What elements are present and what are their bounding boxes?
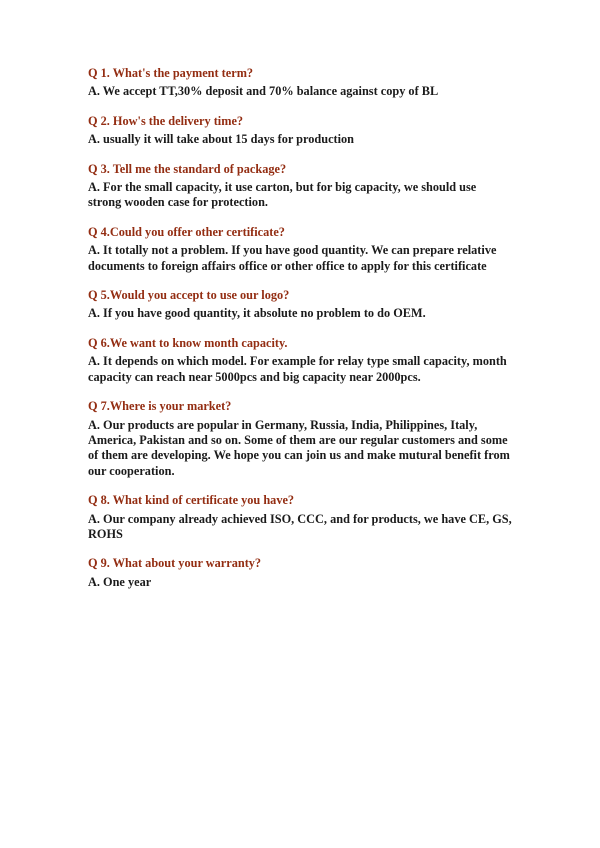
faq-answer-line: America, Pakistan and so on. Some of them are our regular customers and some xyxy=(88,432,508,447)
faq-question: Q 5.Would you accept to use our logo? xyxy=(88,288,290,303)
faq-question: Q 3. Tell me the standard of package? xyxy=(88,161,287,176)
faq-answer-line: A. It depends on which model. For example for relay type small capacity, month xyxy=(88,354,507,369)
faq-item xyxy=(88,162,518,211)
faq-item xyxy=(88,493,518,542)
faq-item xyxy=(88,66,518,100)
faq-answer-line: ROHS xyxy=(88,526,123,541)
faq-question: Q 2. How's the delivery time? xyxy=(88,113,244,128)
faq-question: Q 4.Could you offer other certificate? xyxy=(88,224,285,239)
faq-answer-line: A. Our company already achieved ISO, CCC, and for products, we have CE, GS, xyxy=(88,511,512,526)
faq-question: Q 1. What's the payment term? xyxy=(88,66,254,80)
faq-item xyxy=(88,556,518,590)
faq-answer-line: A. usually it will take about 15 days for production xyxy=(88,132,355,147)
faq-item xyxy=(88,336,518,385)
faq-item xyxy=(88,225,518,274)
faq-answer-line: documents to foreign affairs office or other office to apply for this certificate xyxy=(88,258,487,273)
faq-question: Q 9. What about your warranty? xyxy=(88,556,262,571)
faq-item xyxy=(88,114,518,148)
faq-answer-line: strong wooden case for protection. xyxy=(88,195,268,210)
faq-item xyxy=(88,399,518,479)
faq-item xyxy=(88,288,518,322)
faq-answer-line: of them are developing. We hope you can join us and make mutural benefit from xyxy=(88,448,510,463)
faq-answer-line: A. We accept TT,30% deposit and 70% balance against copy of BL xyxy=(88,84,439,99)
faq-answer-line: A. It totally not a problem. If you have good quantity. We can prepare relative xyxy=(88,243,497,258)
faq-question: Q 7.Where is your market? xyxy=(88,399,232,414)
faq-answer-line: A. For the small capacity, it use carton, but for big capacity, we should use xyxy=(88,180,477,195)
faq-answer-line: A. If you have good quantity, it absolute no problem to do OEM. xyxy=(88,306,426,321)
faq-answer-line: capacity can reach near 5000pcs and big capacity near 2000pcs. xyxy=(88,369,421,384)
faq-answer-line: A. One year xyxy=(88,574,152,589)
faq-answer-line: our cooperation. xyxy=(88,463,175,478)
faq-answer-line: A. Our products are popular in Germany, Russia, India, Philippines, Italy, xyxy=(88,417,478,432)
faq-list xyxy=(88,66,518,604)
faq-question: Q 8. What kind of certificate you have? xyxy=(88,493,295,508)
faq-question: Q 6.We want to know month capacity. xyxy=(88,335,288,350)
